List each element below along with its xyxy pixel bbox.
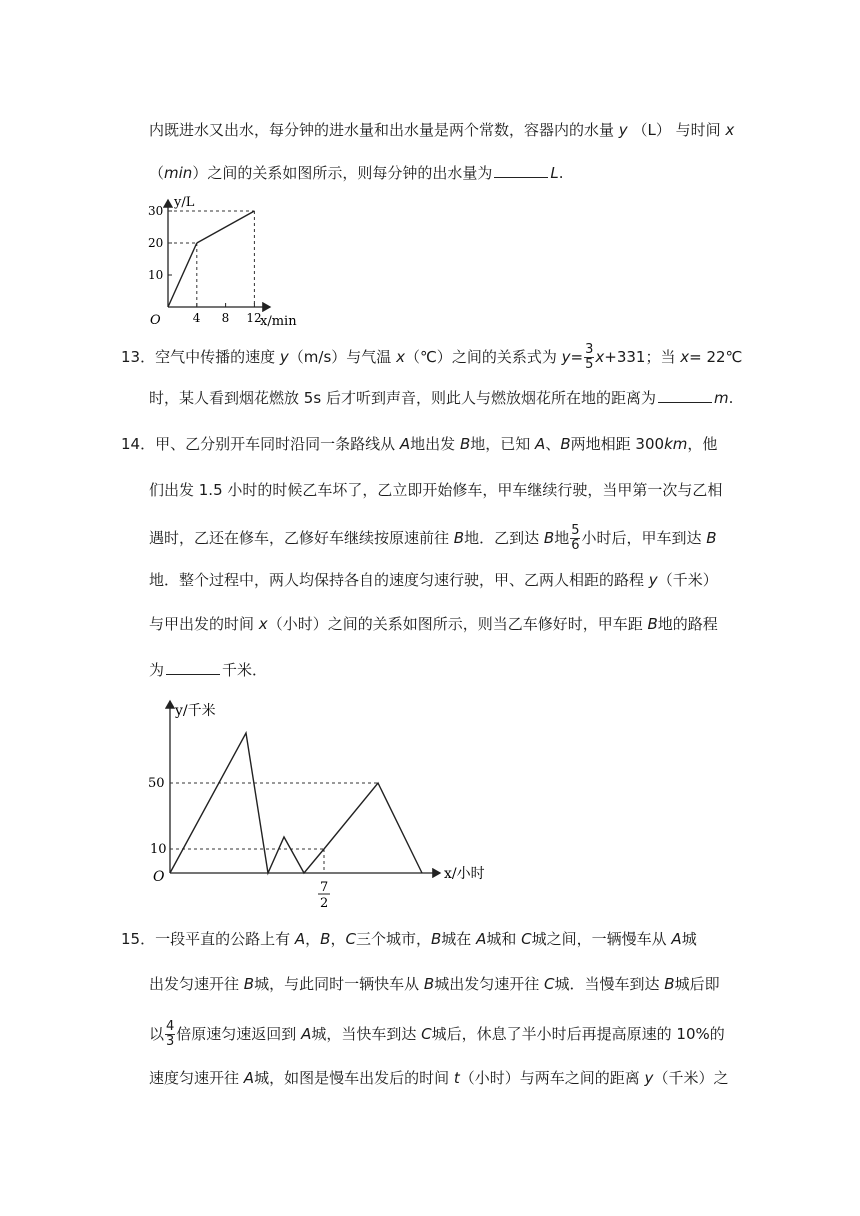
- x-tick-label: 12: [246, 311, 262, 325]
- q14-line-5: 与甲出发的时间 x（小时）之间的关系如图所示，则当乙车修好时，甲车距 B地的路程: [149, 615, 718, 633]
- fraction-3-5: $\frac{3}{5}$: [585, 342, 594, 372]
- fraction-4-3: $\frac{4}{3}$: [166, 1019, 175, 1049]
- q14-line-4: 地．整个过程中，两人均保持各自的速度匀速行驶，甲、乙两人相距的路程 y（千米）: [149, 571, 718, 589]
- origin-label: O: [150, 313, 161, 328]
- q14-line-1: 14．甲、乙分别开车同时沿同一条路线从 A地出发 B地，已知 A、B两地相距 300km，他: [121, 435, 718, 453]
- q14-line-6: 为 千米．: [149, 661, 268, 679]
- data-line-segment: [168, 243, 197, 307]
- q14-line-3: 遇时，乙还在修车，乙修好车继续按原速前往 B地．乙到达 B地 $\frac{5}{6}$ 小时后，甲车到达 B: [149, 523, 717, 553]
- answer-blank[interactable]: [166, 660, 220, 675]
- y-axis-label: y/L: [174, 195, 195, 210]
- origin-label: O: [153, 869, 165, 885]
- y-axis-label: y/千米: [175, 703, 216, 719]
- y-tick-label: 20: [148, 236, 164, 250]
- y-tick-50: 50: [148, 776, 165, 791]
- q15-line-3: 以 $\frac{4}{3}$ 倍原速匀速返回到 A城，当快车到达 C城后，休息了半小时后再提高原速的 10%的: [149, 1019, 725, 1049]
- q13-line-2: 时，某人看到烟花燃放 5s 后才听到声音，则此人与燃放烟花所在地的距离为 m.: [149, 389, 734, 407]
- y-tick-label: 30: [148, 204, 164, 218]
- fraction-5-6: $\frac{5}{6}$: [571, 523, 580, 553]
- figure-distance-time-graph: [148, 695, 498, 915]
- answer-blank[interactable]: [658, 388, 712, 403]
- x-tick-7-2-numerator: 7: [320, 880, 329, 895]
- q12-line-1: 内既进水又出水，每分钟的进水量和出水量是两个常数，容器内的水量 y （L） 与时间 x: [149, 121, 735, 139]
- data-line-segment: [197, 211, 255, 243]
- x-tick-7-2-denominator: 2: [320, 896, 329, 911]
- x-axis-label: x/min: [260, 314, 297, 329]
- q15-line-2: 出发匀速开往 B城，与此同时一辆快车从 B城出发匀速开往 C城．当慢车到达 B城后即: [149, 975, 720, 993]
- q14-line-2: 们出发 1.5 小时的时候乙车坏了，乙立即开始修车，甲车继续行驶，当甲第一次与乙相: [149, 481, 723, 499]
- answer-blank[interactable]: [494, 163, 548, 178]
- y-tick-label: 10: [148, 268, 164, 282]
- q13-line-1: 13．空气中传播的速度 y（m/s）与气温 x（℃）之间的关系式为 y= $\frac{3}{5}$ x+331；当 x= 22℃: [121, 342, 743, 372]
- x-axis-label: x/小时: [444, 866, 485, 882]
- distance-curve: [170, 733, 422, 873]
- y-tick-10: 10: [150, 842, 167, 857]
- x-tick-label: 8: [221, 311, 230, 325]
- q15-line-4: 速度匀速开往 A城，如图是慢车出发后的时间 t（小时）与两车之间的距离 y（千米）之: [149, 1069, 729, 1087]
- q12-line-2: （min）之间的关系如图所示，则每分钟的出水量为 L.: [149, 164, 564, 182]
- q15-line-1: 15．一段平直的公路上有 A，B，C三个城市，B城在 A城和 C城之间，一辆慢车从 A城: [121, 930, 697, 948]
- figure-water-volume-graph: [140, 192, 310, 332]
- x-tick-label: 4: [192, 311, 201, 325]
